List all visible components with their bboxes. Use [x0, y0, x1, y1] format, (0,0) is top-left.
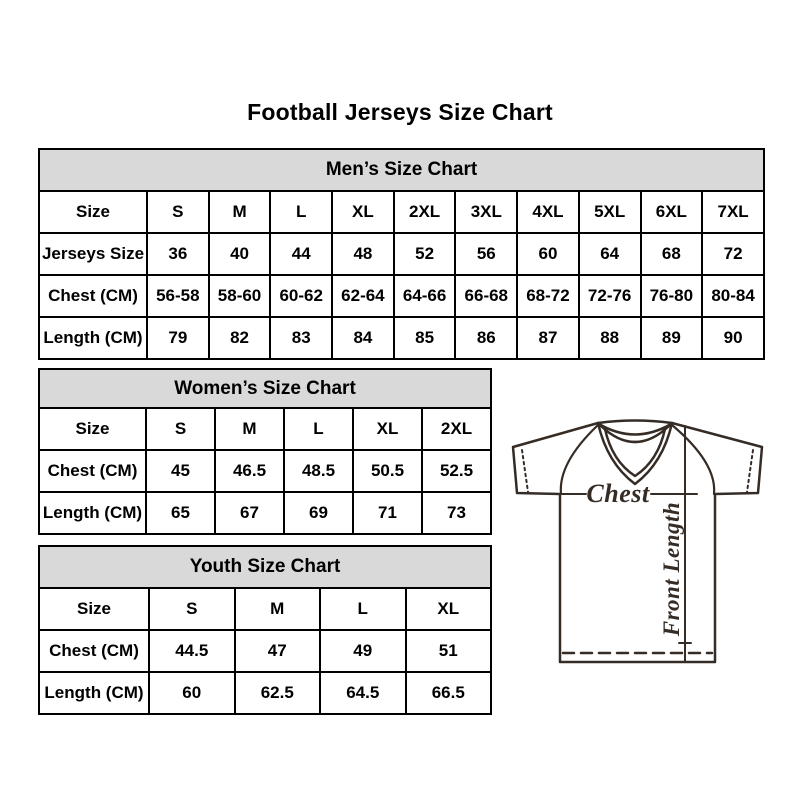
size-col-header: M — [235, 588, 321, 630]
table-cell: 82 — [209, 317, 271, 359]
table-cell: 89 — [641, 317, 703, 359]
row-label: Chest (CM) — [39, 275, 147, 317]
table-cell: 45 — [146, 450, 215, 492]
table-row — [39, 275, 764, 317]
chest-label: Chest — [586, 479, 650, 508]
table-cell: 46.5 — [215, 450, 284, 492]
size-table-womens — [38, 368, 492, 535]
size-col-header: 7XL — [702, 191, 764, 233]
table-row — [39, 408, 491, 450]
table-title-row — [39, 546, 491, 588]
table-row — [39, 588, 491, 630]
size-col-header: L — [284, 408, 353, 450]
size-col-header: 3XL — [455, 191, 517, 233]
table-title-youth: Youth Size Chart — [39, 546, 491, 588]
table-title-row — [39, 369, 491, 408]
table-cell: 65 — [146, 492, 215, 534]
page-title: Football Jerseys Size Chart — [247, 99, 553, 125]
table-cell: 71 — [353, 492, 422, 534]
table-cell: 60-62 — [270, 275, 332, 317]
table-row — [39, 191, 764, 233]
table-title-row — [39, 149, 764, 191]
table-cell: 51 — [406, 630, 492, 672]
table-row — [39, 672, 491, 714]
size-col-header: XL — [353, 408, 422, 450]
size-col-header: M — [215, 408, 284, 450]
table-cell: 80-84 — [702, 275, 764, 317]
sleeve-stitch-right — [747, 450, 753, 492]
table-cell: 84 — [332, 317, 394, 359]
table-cell: 56 — [455, 233, 517, 275]
table-cell: 68 — [641, 233, 703, 275]
table-cell: 68-72 — [517, 275, 579, 317]
size-col-header: 5XL — [579, 191, 641, 233]
table-cell: 72 — [702, 233, 764, 275]
table-cell: 90 — [702, 317, 764, 359]
row-label: Length (CM) — [39, 317, 147, 359]
size-col-header: L — [320, 588, 406, 630]
table-cell: 60 — [149, 672, 235, 714]
row-label: Chest (CM) — [39, 450, 146, 492]
table-row — [39, 233, 764, 275]
table-cell: 62.5 — [235, 672, 321, 714]
table-row — [39, 492, 491, 534]
jersey-illustration — [500, 405, 775, 675]
table-cell: 52 — [394, 233, 456, 275]
size-col-header: M — [209, 191, 271, 233]
row-label: Length (CM) — [39, 492, 146, 534]
table-cell: 79 — [147, 317, 209, 359]
table-cell: 69 — [284, 492, 353, 534]
table-cell: 50.5 — [353, 450, 422, 492]
table-cell: 40 — [209, 233, 271, 275]
size-col-header: 2XL — [422, 408, 491, 450]
size-col-header: 2XL — [394, 191, 456, 233]
jersey-body-outline — [513, 423, 762, 662]
row-label: Length (CM) — [39, 672, 149, 714]
table-cell: 60 — [517, 233, 579, 275]
table-row — [39, 450, 491, 492]
table-cell: 76-80 — [641, 275, 703, 317]
row-label: Size — [39, 408, 146, 450]
table-cell: 47 — [235, 630, 321, 672]
table-cell: 44.5 — [149, 630, 235, 672]
table-cell: 44 — [270, 233, 332, 275]
size-col-header: S — [146, 408, 215, 450]
table-cell: 83 — [270, 317, 332, 359]
table-cell: 66-68 — [455, 275, 517, 317]
jersey-collar — [598, 421, 672, 485]
table-cell: 87 — [517, 317, 579, 359]
table-cell: 64.5 — [320, 672, 406, 714]
table-row — [39, 630, 491, 672]
size-col-header: L — [270, 191, 332, 233]
size-table-youth — [38, 545, 492, 715]
row-label: Size — [39, 191, 147, 233]
table-title-mens: Men’s Size Chart — [39, 149, 764, 191]
row-label: Size — [39, 588, 149, 630]
table-cell: 64 — [579, 233, 641, 275]
table-cell: 72-76 — [579, 275, 641, 317]
jersey-armhole-right — [672, 425, 714, 494]
table-cell: 86 — [455, 317, 517, 359]
table-cell: 62-64 — [332, 275, 394, 317]
front-length-label: Front Length — [659, 501, 684, 637]
size-table-mens — [38, 148, 765, 360]
size-col-header: XL — [332, 191, 394, 233]
size-col-header: 6XL — [641, 191, 703, 233]
table-cell: 48 — [332, 233, 394, 275]
size-col-header: XL — [406, 588, 492, 630]
table-row — [39, 317, 764, 359]
row-label: Chest (CM) — [39, 630, 149, 672]
table-title-womens: Women’s Size Chart — [39, 369, 491, 408]
table-cell: 48.5 — [284, 450, 353, 492]
table-cell: 52.5 — [422, 450, 491, 492]
size-col-header: S — [147, 191, 209, 233]
table-cell: 36 — [147, 233, 209, 275]
sleeve-stitch-left — [522, 450, 528, 492]
table-cell: 85 — [394, 317, 456, 359]
table-cell: 88 — [579, 317, 641, 359]
table-cell: 64-66 — [394, 275, 456, 317]
size-col-header: 4XL — [517, 191, 579, 233]
table-cell: 49 — [320, 630, 406, 672]
table-cell: 66.5 — [406, 672, 492, 714]
table-cell: 67 — [215, 492, 284, 534]
size-col-header: S — [149, 588, 235, 630]
row-label: Jerseys Size — [39, 233, 147, 275]
table-cell: 73 — [422, 492, 491, 534]
table-cell: 56-58 — [147, 275, 209, 317]
table-cell: 58-60 — [209, 275, 271, 317]
